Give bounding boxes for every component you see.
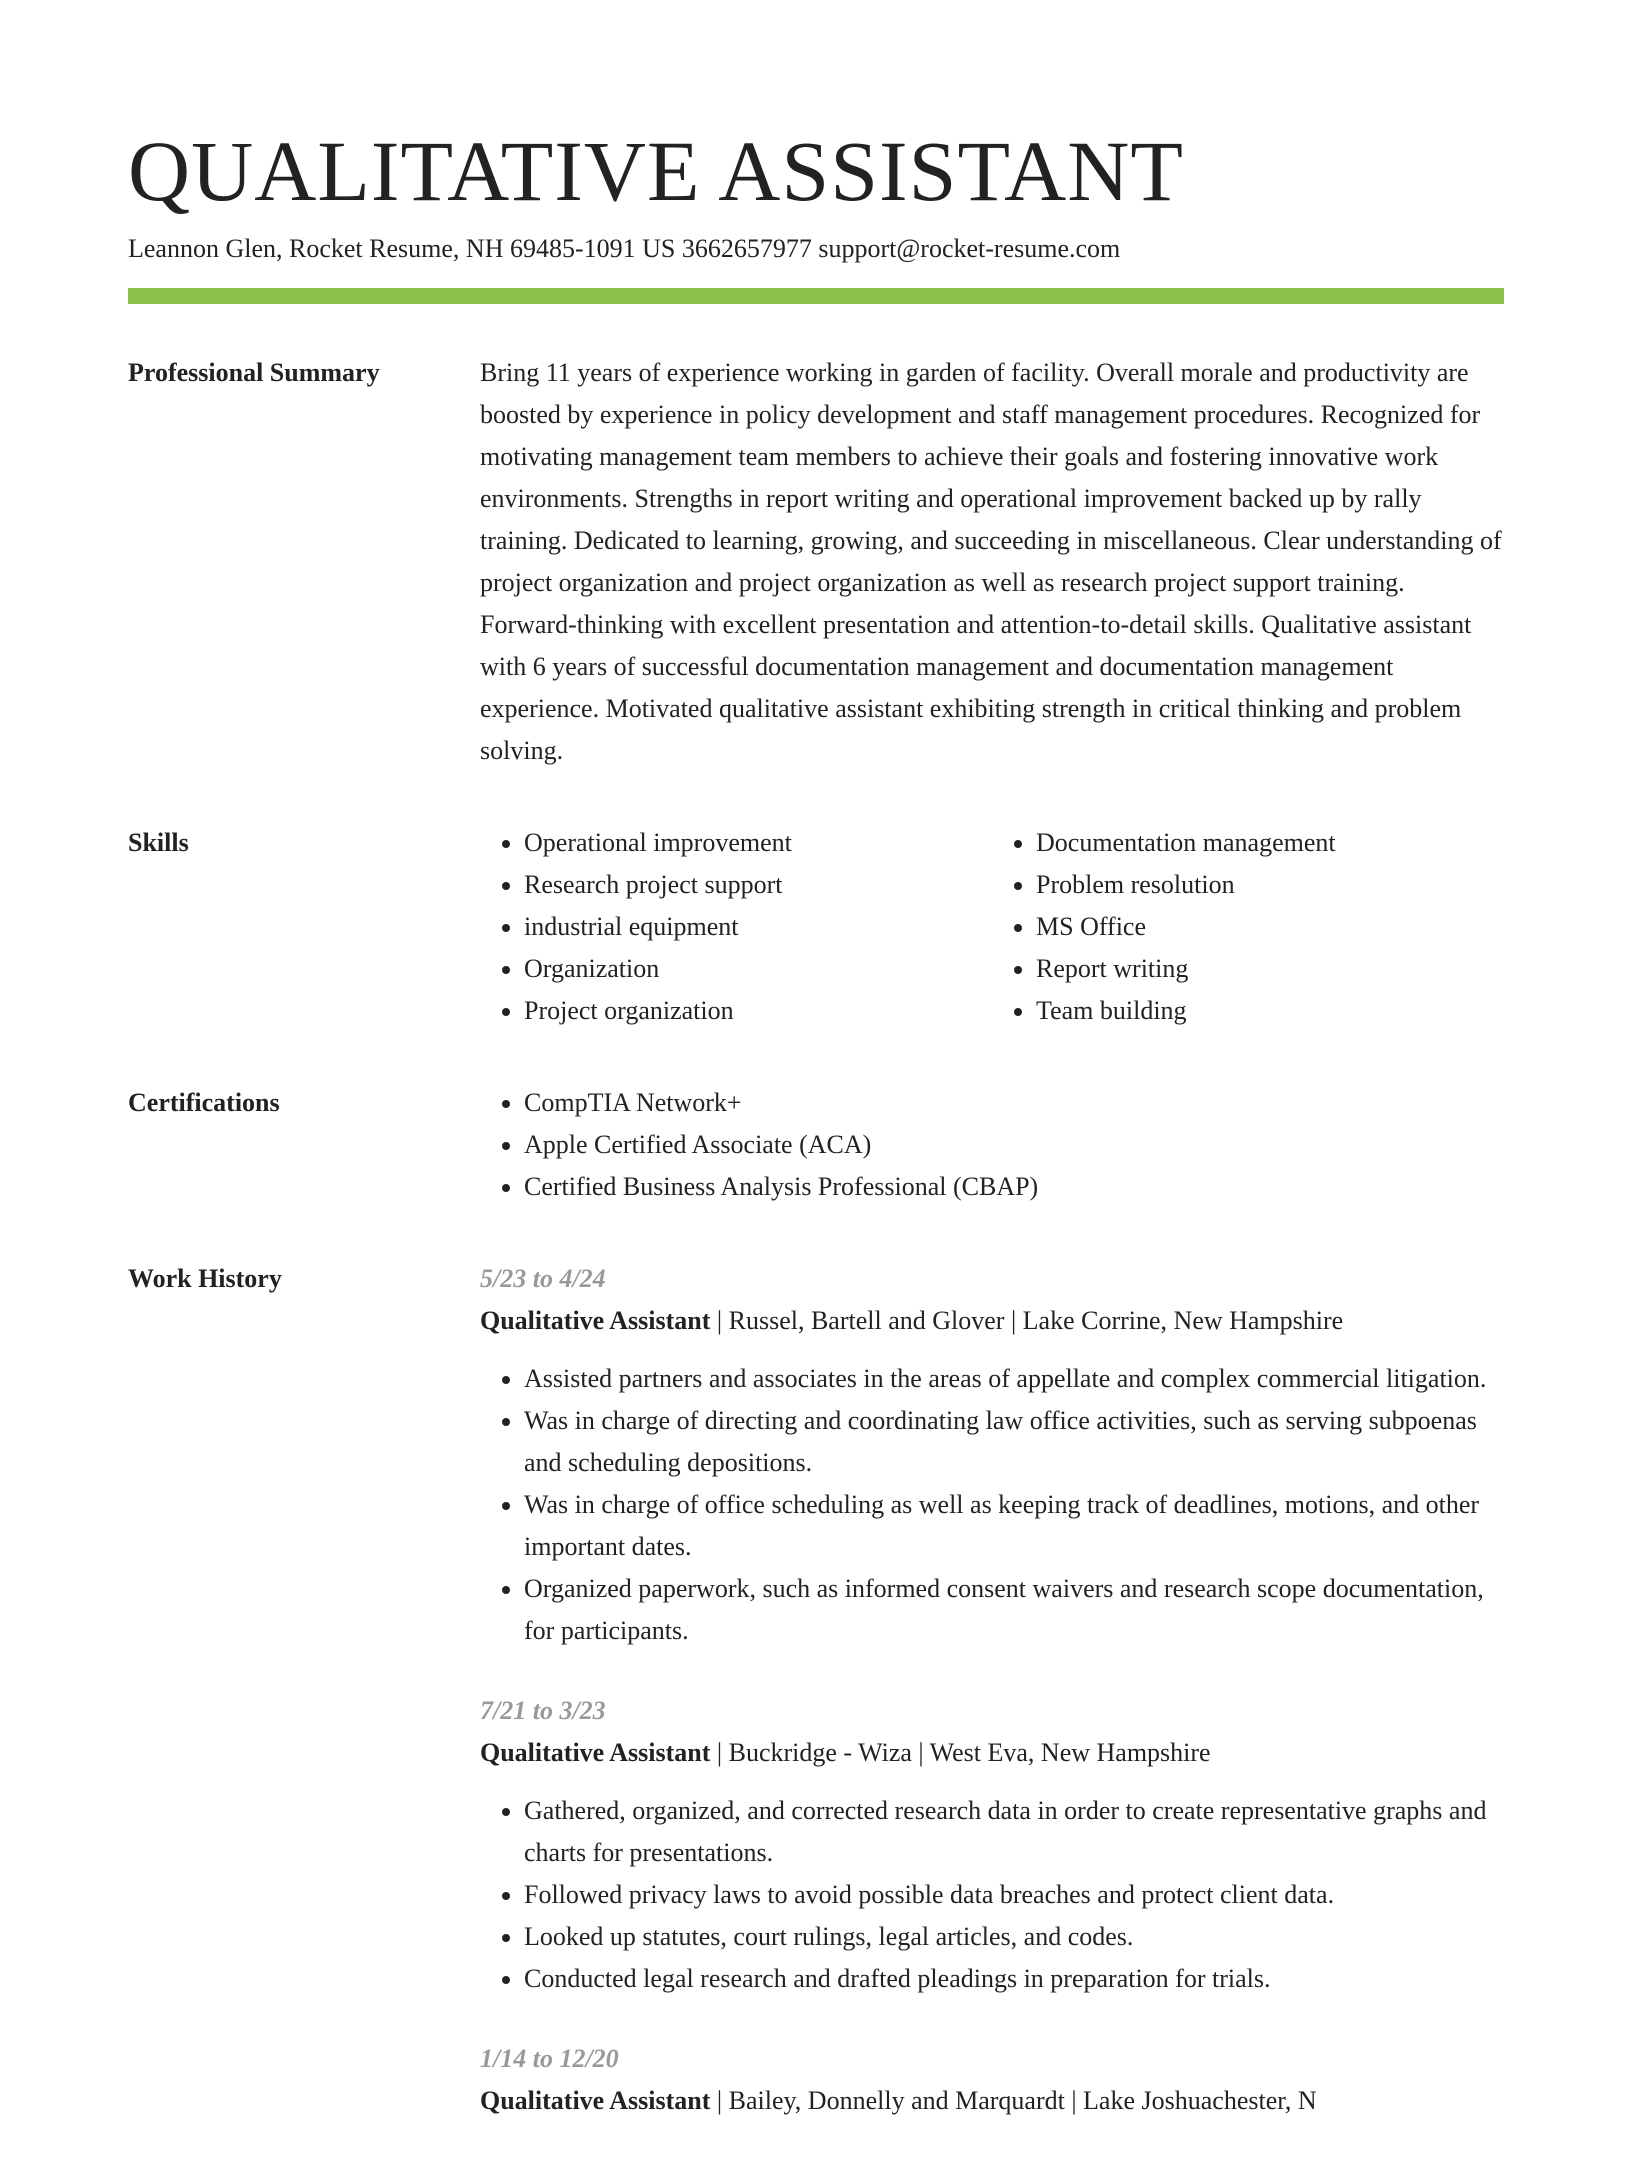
skill-item: • MS Office: [1036, 906, 1504, 948]
summary-text: Bring 11 years of experience working in garden of facility. Overall morale and productivity are boosted by experience in policy development and staff management procedures. Recognized for motivating management team members to achieve their goals and fostering innovative work environments. Strengths in report writing and operational improvement backed up by rally training. Dedicated to learning, growing, and succeeding in miscellaneous. Clear understanding of project organization and project organization as well as research project support training. Forward-thinking with excellent presentation and attention-to-detail skills. Qualitative assistant with 6 years of successful documentation management and documentation management experience. Motivated qualitative assistant exhibiting strength in critical thinking and problem solving.: [480, 358, 1502, 765]
work-history-section: [128, 1258, 1504, 2160]
work-history-label: Work History: [128, 1264, 282, 1293]
job-title: Qualitative Assistant: [480, 2086, 711, 2115]
job-employer-location: | Bailey, Donnelly and Marquardt | Lake Joshuachester, N: [710, 2086, 1317, 2115]
job-duty-item: • Gathered, organized, and corrected research data in order to create representative graphs and charts for presentations.: [524, 1790, 1504, 1874]
job-entry: [480, 1690, 1504, 2000]
summary-section: [128, 352, 1504, 772]
resume-title: QUALITATIVE ASSISTANT: [128, 123, 1184, 219]
skill-item: • Project organization: [524, 990, 992, 1032]
job-duty-item: • Was in charge of office scheduling as well as keeping track of deadlines, motions, and other important dates.: [524, 1484, 1504, 1568]
skills-list-left: [480, 822, 992, 1032]
resume-page: [128, 0, 1504, 2160]
job-title: Qualitative Assistant: [480, 1306, 711, 1335]
skill-item: • industrial equipment: [524, 906, 992, 948]
job-duty-item: • Was in charge of directing and coordinating law office activities, such as serving subpoenas and scheduling depositions.: [524, 1400, 1504, 1484]
accent-divider: [128, 288, 1504, 304]
certification-item: • Apple Certified Associate (ACA): [524, 1124, 1504, 1166]
skills-label: Skills: [128, 828, 189, 857]
job-duty-item: • Looked up statutes, court rulings, legal articles, and codes.: [524, 1916, 1504, 1958]
job-entry: [480, 2038, 1504, 2122]
certifications-section: [128, 1082, 1504, 1208]
job-entry: [480, 1258, 1504, 1652]
certifications-list: [480, 1082, 1504, 1208]
skill-item: • Report writing: [1036, 948, 1504, 990]
skills-section: [128, 822, 1504, 1032]
job-duty-item: • Assisted partners and associates in the areas of appellate and complex commercial litigation.: [524, 1358, 1504, 1400]
job-employer-location: | Russel, Bartell and Glover | Lake Corrine, New Hampshire: [710, 1306, 1344, 1335]
job-dates: 1/14 to 12/20: [480, 2044, 619, 2073]
job-heading: [480, 2080, 1504, 2122]
certifications-label: Certifications: [128, 1088, 280, 1117]
job-title: Qualitative Assistant: [480, 1738, 711, 1767]
skill-item: • Team building: [1036, 990, 1504, 1032]
job-heading: [480, 1300, 1504, 1342]
job-duty-item: • Conducted legal research and drafted pleadings in preparation for trials.: [524, 1958, 1504, 2000]
skill-item: • Research project support: [524, 864, 992, 906]
job-duties-list: [480, 1790, 1504, 2000]
job-employer-location: | Buckridge - Wiza | West Eva, New Hampshire: [710, 1738, 1211, 1767]
job-duty-item: • Organized paperwork, such as informed consent waivers and research scope documentation, for participants.: [524, 1568, 1504, 1652]
skill-item: • Documentation management: [1036, 822, 1504, 864]
job-dates: 7/21 to 3/23: [480, 1696, 606, 1725]
job-heading: [480, 1732, 1504, 1774]
job-duty-item: • Followed privacy laws to avoid possible data breaches and protect client data.: [524, 1874, 1504, 1916]
contact-line: Leannon Glen, Rocket Resume, NH 69485-1091 US 3662657977 support@rocket-resume.com: [128, 234, 1121, 263]
certification-item: • CompTIA Network+: [524, 1082, 1504, 1124]
job-duties-list: [480, 1358, 1504, 1652]
summary-label: Professional Summary: [128, 358, 380, 387]
job-dates: 5/23 to 4/24: [480, 1264, 606, 1293]
skill-item: • Organization: [524, 948, 992, 990]
certification-item: • Certified Business Analysis Professional (CBAP): [524, 1166, 1504, 1208]
skill-item: • Problem resolution: [1036, 864, 1504, 906]
skill-item: • Operational improvement: [524, 822, 992, 864]
skills-list-right: [992, 822, 1504, 1032]
